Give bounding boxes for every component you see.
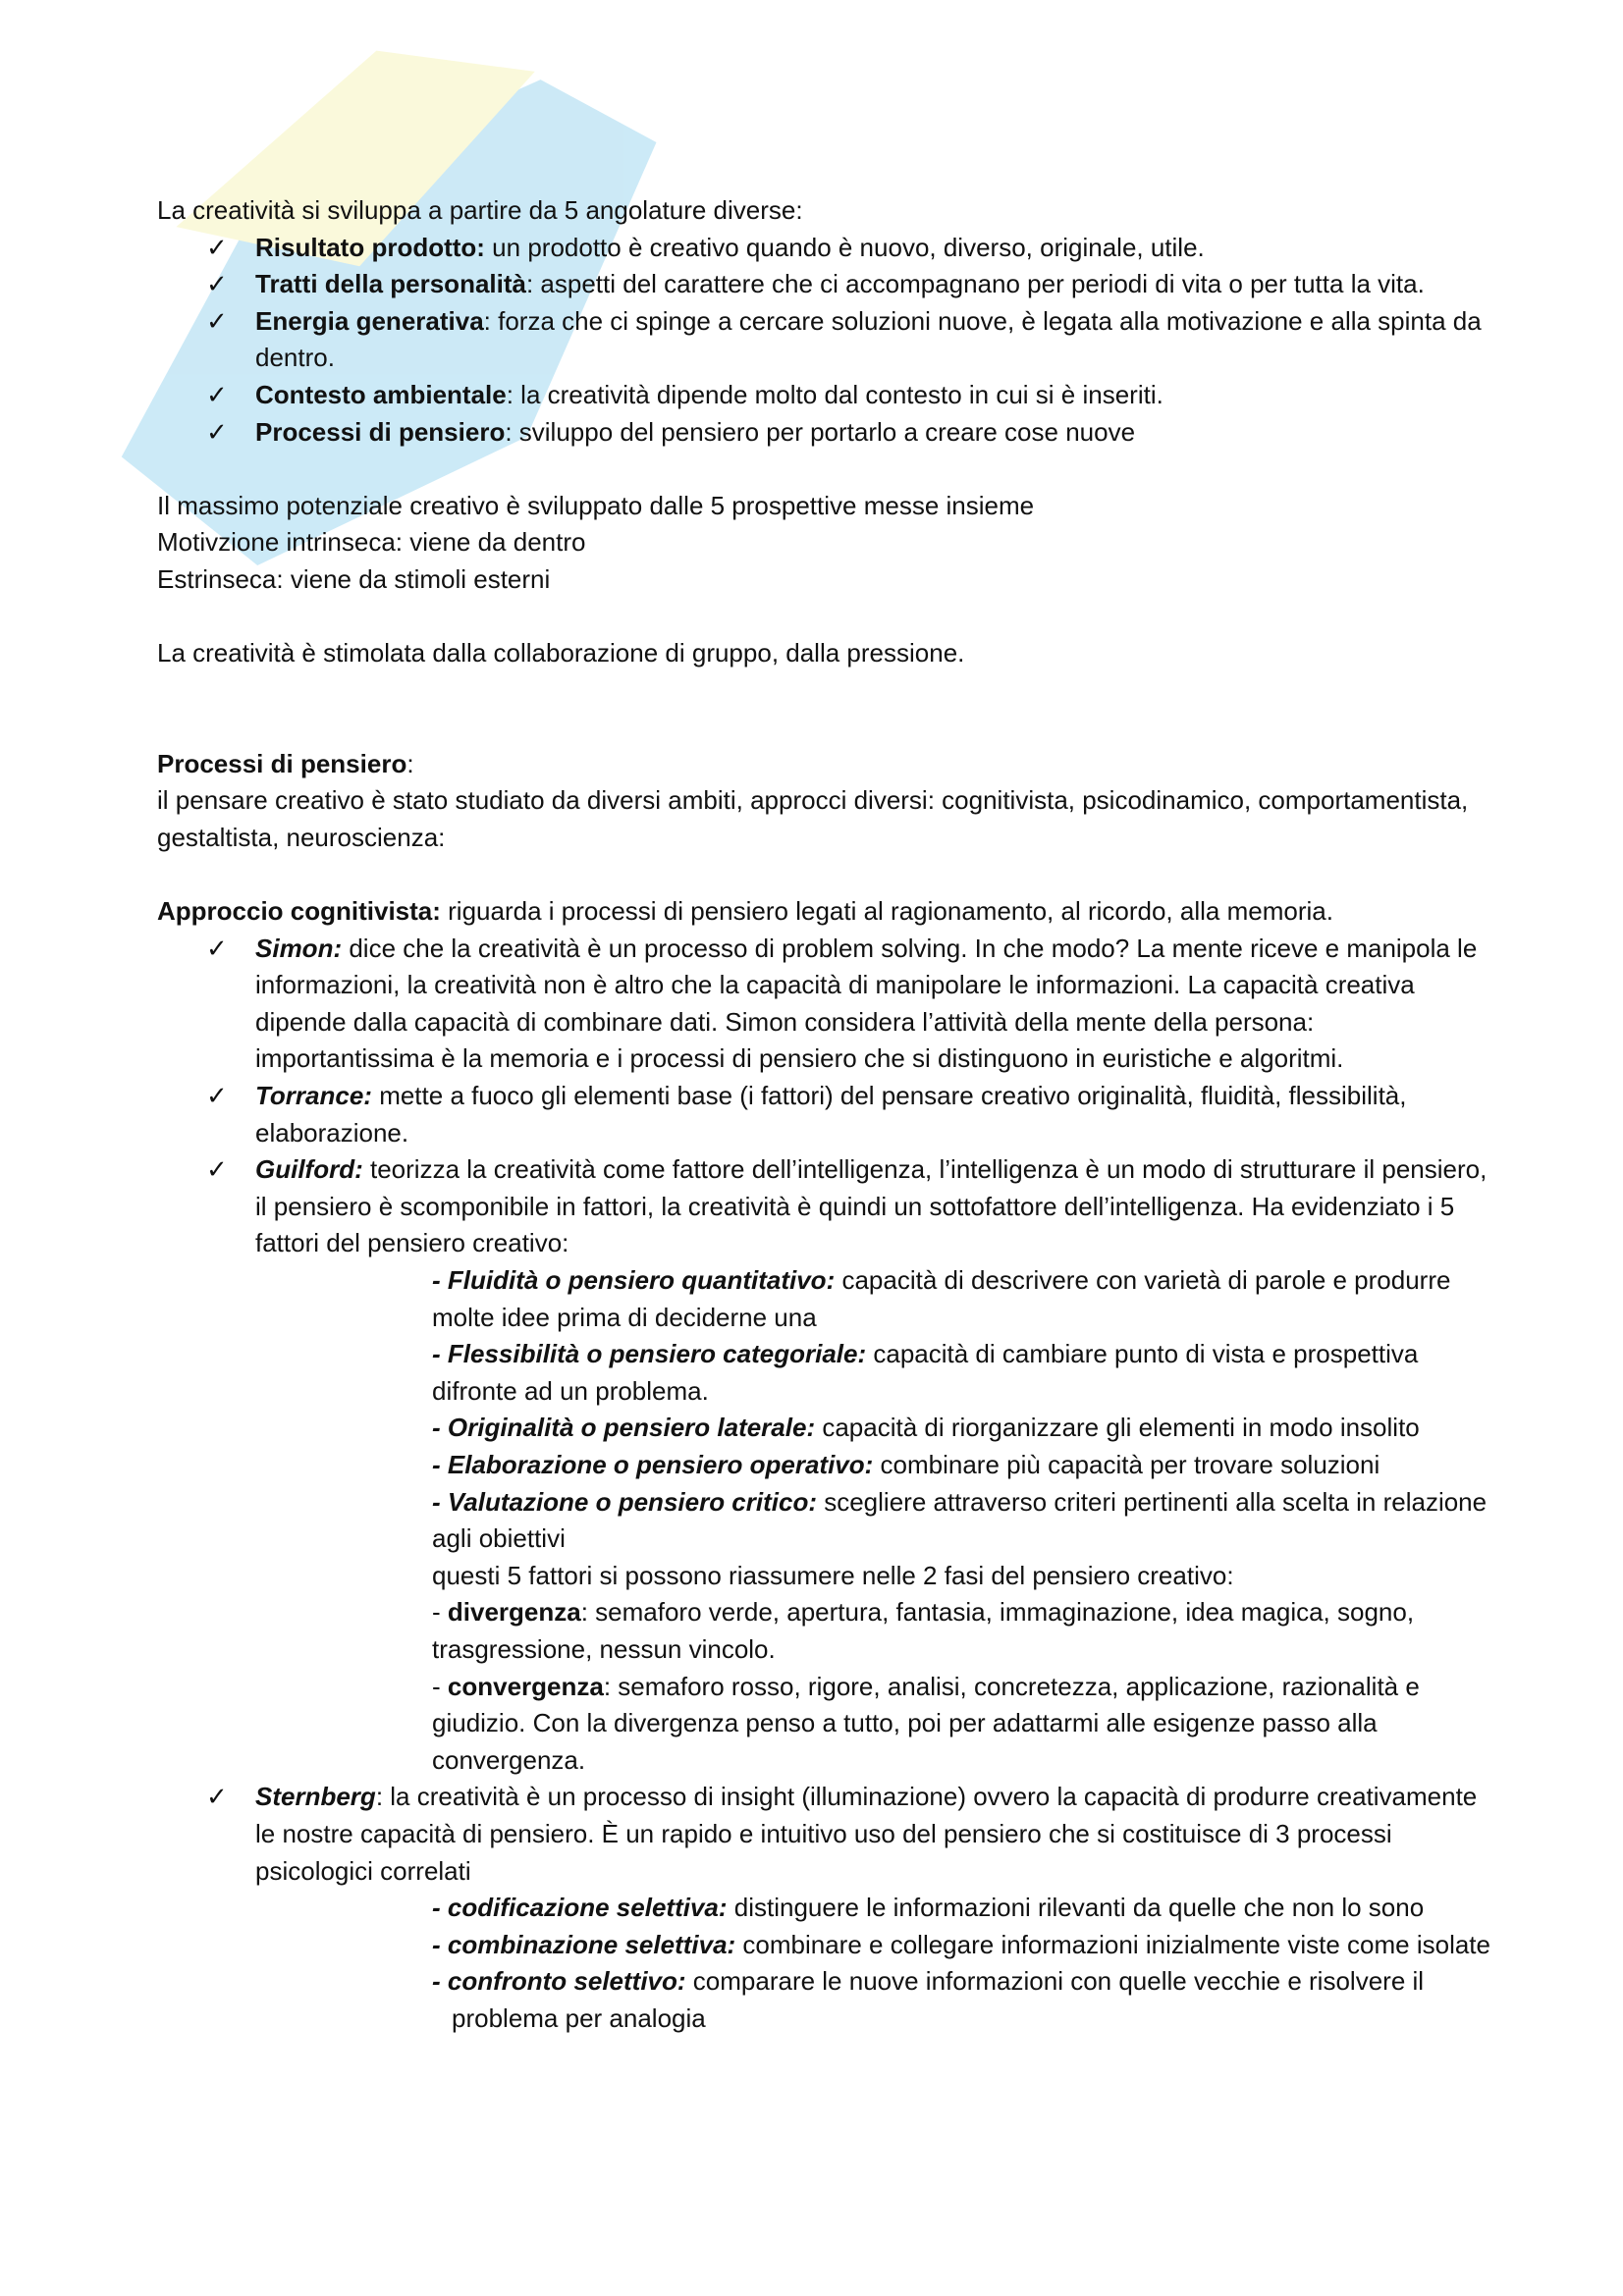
section-heading: Processi di pensiero: <box>157 748 414 778</box>
factor-item: - Flessibilità o pensiero categoriale: capacità di cambiare punto di vista e prospettiva difronte ad un problema. <box>432 1339 1419 1406</box>
author-name: Torrance: <box>255 1081 372 1111</box>
document-page <box>157 192 1492 2038</box>
phases-summary: questi 5 fattori si possono riassumere nelle 2 fasi del pensiero creativo: <box>432 1560 1234 1590</box>
author-name: Sternberg <box>255 1782 376 1812</box>
author-name: Simon: <box>255 933 343 963</box>
phase-item: - divergenza: semaforo verde, apertura, fantasia, immaginazione, idea magica, sogno, trasgressione, nessun vincolo. <box>432 1597 1415 1664</box>
list-item: ✓ Processi di pensiero: sviluppo del pensiero per portarlo a creare cose nuove <box>157 414 1492 452</box>
checkmark-icon: ✓ <box>206 933 228 963</box>
phase-item: - convergenza: semaforo rosso, rigore, analisi, concretezza, applicazione, razionalità e giudizio. Con la divergenza penso a tutto, poi per adattarmi alle esigenze passo alla convergenza. <box>432 1671 1420 1775</box>
list-item: ✓ Simon: dice che la creatività è un processo di problem solving. In che modo? La mente riceve e manipola le informazioni, la creatività non è altro che la capacità di manipolare le informazioni. La capacità creativa dipende dalla capacità di combinare dati. Simon considera l’attività della mente della persona: importantissima è la memoria e i processi di pensiero che si distinguono in euristiche e algoritmi. <box>157 931 1492 1078</box>
list-item: ✓ Torrance: mette a fuoco gli elementi base (i fattori) del pensare creativo originalità, fluidità, flessibilità, elaborazione. <box>157 1078 1492 1151</box>
list-item: ✓ Contesto ambientale: la creatività dipende molto dal contesto in cui si è inseriti. <box>157 377 1492 414</box>
list-item: ✓ Risultato prodotto: un prodotto è creativo quando è nuovo, diverso, originale, utile. <box>157 230 1492 267</box>
intro-line: La creatività si sviluppa a partire da 5 angolature diverse: <box>157 195 803 225</box>
process-item: - combinazione selettiva: combinare e collegare informazioni inizialmente viste come isolate <box>432 1929 1490 1959</box>
process-item: - codificazione selettiva: distinguere le informazioni rilevanti da quelle che non lo sono <box>432 1893 1425 1923</box>
paragraph: Estrinseca: viene da stimoli esterni <box>157 563 551 594</box>
process-item: - confronto selettivo: comparare le nuove informazioni con quelle vecchie e risolvere il <box>432 1966 1425 1997</box>
checkmark-icon: ✓ <box>206 1154 228 1185</box>
list-item: ✓ Energia generativa: forza che ci spinge a cercare soluzioni nuove, è legata alla motivazione e alla spinta da dentro. <box>157 303 1492 377</box>
paragraph: Il massimo potenziale creativo è sviluppato dalle 5 prospettive messe insieme <box>157 490 1035 520</box>
factor-item: - Fluidità o pensiero quantitativo: capacità di descrivere con varietà di parole e produrre molte idee prima di deciderne una <box>432 1265 1451 1332</box>
authors-list <box>157 931 1492 2038</box>
item-label: Contesto ambientale <box>255 379 507 409</box>
list-item: ✓ Tratti della personalità: aspetti del carattere che ci accompagnano per periodi di vita o per tutta la vita. <box>157 266 1492 303</box>
checkmark-icon: ✓ <box>206 305 228 336</box>
item-label: Processi di pensiero <box>255 416 506 447</box>
factor-item: - Elaborazione o pensiero operativo: combinare più capacità per trovare soluzioni <box>432 1450 1380 1479</box>
angles-list <box>157 230 1492 452</box>
paragraph: il pensare creativo è stato studiato da diversi ambiti, approcci diversi: cognitivista, psicodinamico, comportamentista, gestaltista, neuroscienza: <box>157 785 1469 852</box>
process-continuation: problema per analogia <box>452 2002 706 2033</box>
list-item: ✓ Sternberg: la creatività è un processo di insight (illuminazione) ovvero la capacità di produrre creativamente le nostre capacità di pensiero. È un rapido e intuitivo uso del pensiero che si costituisce di 3 processi psicologici correlati - codificazione selettiva: distinguere le informazioni rilevanti da quelle che non lo sono - combinazione selettiva: combinare e collegare informazioni inizialmente viste come isolate - confronto selettivo: comparare le nuove informazioni con quelle vecchie e risolvere il problema per analogia <box>157 1779 1492 2037</box>
item-label: Risultato prodotto: <box>255 232 485 262</box>
item-label: Energia generativa <box>255 305 484 336</box>
factor-item: - Originalità o pensiero laterale: capacità di riorganizzare gli elementi in modo insolito <box>432 1413 1420 1443</box>
checkmark-icon: ✓ <box>206 379 228 409</box>
section-heading: Approccio cognitivista: riguarda i processi di pensiero legati al ragionamento, al ricordo, alla memoria. <box>157 896 1333 927</box>
factor-item: - Valutazione o pensiero critico: scegliere attraverso criteri pertinenti alla scelta in relazione agli obiettivi <box>432 1486 1488 1554</box>
author-name: Guilford: <box>255 1154 363 1185</box>
checkmark-icon: ✓ <box>206 1081 228 1111</box>
list-item: ✓ Guilford: teorizza la creatività come fattore dell’intelligenza, l’intelligenza è un modo di strutturare il pensiero, il pensiero è scomponibile in fattori, la creatività è quindi un sottofattore dell’intelligenza. Ha evidenziato i 5 fattori del pensiero creativo: - Fluidità o pensiero quantitativo: capacità di descrivere con varietà di parole e produrre molte idee prima di deciderne una - Flessibilità o pensiero categoriale: capacità di cambiare punto di vista e prospettiva difronte ad un problema. - Originalità o pensiero laterale: capacità di riorganizzare gli elementi in modo insolito - Elaborazione o pensiero operativo: combinare più capacità per trovare soluzioni - Valutazione o pensiero critico: scegliere attraverso criteri pertinenti alla scelta in relazione agli obiettivi questi 5 fattori si possono riassumere nelle 2 fasi del pensiero creativo: - divergenza: semaforo verde, apertura, fantasia, immaginazione, idea magica, sogno, trasgressione, nessun vincolo. - convergenza: semaforo rosso, rigore, analisi, concretezza, applicazione, razionalità e giudizio. Con la divergenza penso a tutto, poi per adattarmi alle esigenze passo alla convergenza. <box>157 1151 1492 1779</box>
checkmark-icon: ✓ <box>206 269 228 299</box>
checkmark-icon: ✓ <box>206 232 228 262</box>
paragraph: La creatività è stimolata dalla collaborazione di gruppo, dalla pressione. <box>157 638 965 668</box>
checkmark-icon: ✓ <box>206 416 228 447</box>
item-label: Tratti della personalità <box>255 269 526 299</box>
paragraph: Motivzione intrinseca: viene da dentro <box>157 527 586 558</box>
checkmark-icon: ✓ <box>206 1782 228 1812</box>
